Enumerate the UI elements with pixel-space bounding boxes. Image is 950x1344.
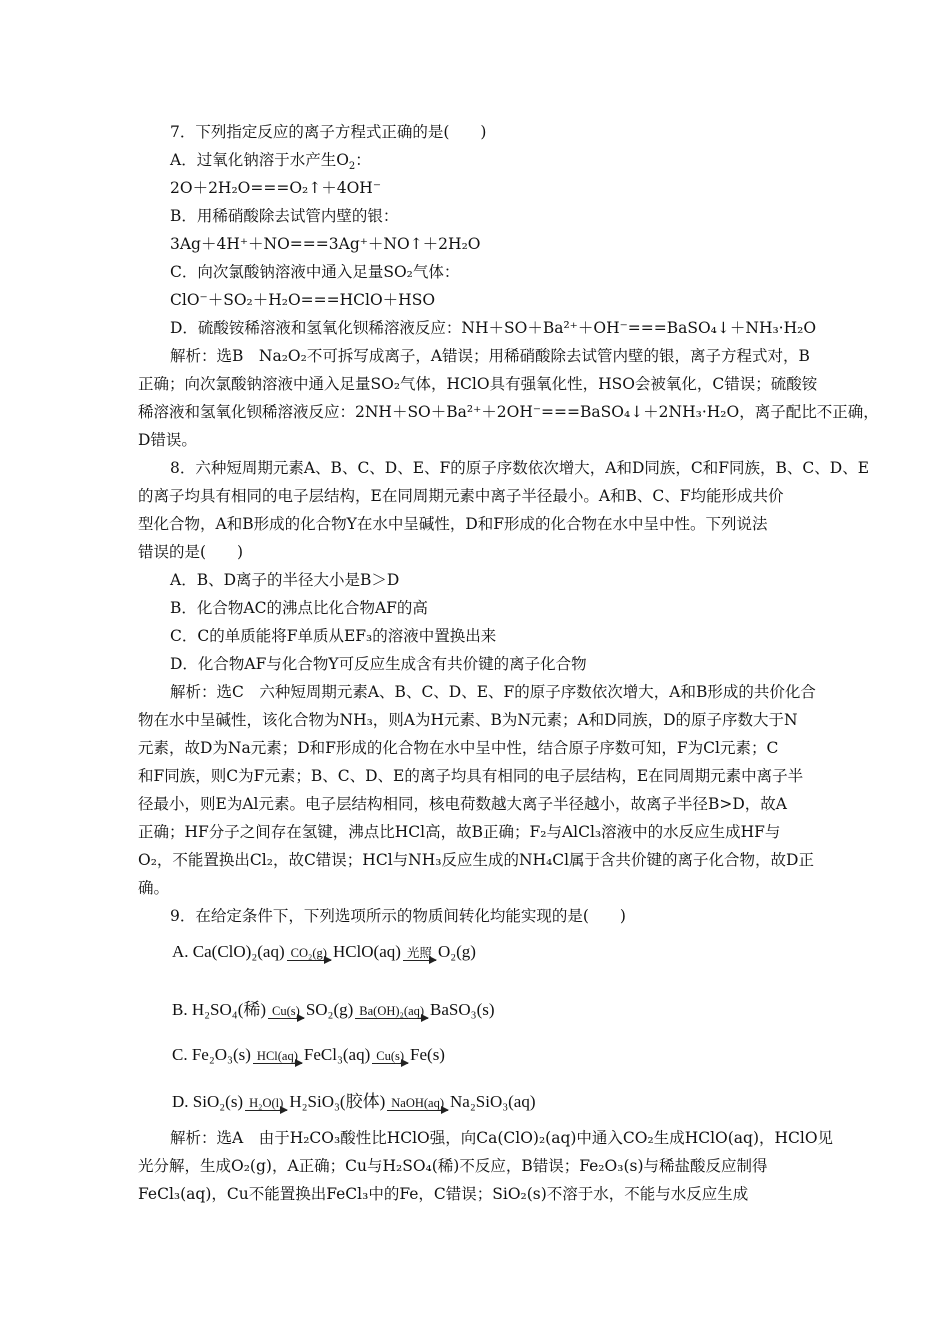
q9-b-start: B. H₂SO₄(稀) — [172, 1000, 267, 1019]
q7-option-b: B．用稀硝酸除去试管内壁的银： — [170, 207, 399, 225]
q7-answer-line-1: 解析：选B Na₂O₂不可拆写成离子，A错误；用稀硝酸除去试管内壁的银，离子方程式对，B — [170, 347, 810, 365]
q8-answer-line-5: 径最小，则E为Al元素。电子层结构相同，核电荷数越大离子半径越小，故离子半径B>D，故A — [138, 795, 787, 813]
right-arrow-icon — [287, 960, 331, 961]
q9-option-b-scheme — [172, 995, 495, 1025]
q8-answer-line-8: 确。 — [138, 879, 170, 897]
q9-a-arrow-2 — [403, 946, 436, 961]
q9-b-middle: SO₂(g) — [305, 1000, 354, 1019]
q9-answer-line-3: FeCl₃(aq)，Cu不能置换出FeCl₃中的Fe，C错误；SiO₂(s)不溶于水，不能与水反应生成 — [138, 1185, 749, 1203]
right-arrow-icon — [253, 1063, 302, 1064]
q7-answer-line-2: 正确；向次氯酸钠溶液中通入足量SO₂气体，HClO具有强氧化性，HSO会被氧化，C错误；硫酸铵 — [138, 375, 818, 393]
q9-b-arrow-2 — [355, 1004, 428, 1019]
q9-option-d-scheme — [172, 1087, 536, 1117]
q7-option-a: A．过氧化钠溶于水产生$O_2$： — [170, 151, 371, 173]
q9-d-end: Na₂SiO₃(aq) — [450, 1092, 536, 1111]
q9-a-condition-1: CO₂(g) — [290, 946, 327, 960]
q8-answer-line-3: 元素，故D为Na元素；D和F形成的化合物在水中呈中性，结合原子序数可知，F为Cl元素；C — [138, 739, 779, 757]
q7-option-c: C．向次氯酸钠溶液中通入足量SO₂气体： — [170, 263, 460, 281]
q9-c-arrow-1 — [253, 1049, 302, 1064]
q7-option-c-equation: ClO⁻＋SO₂＋H₂O===HClO＋HSO — [170, 291, 436, 309]
q9-c-end: Fe(s) — [410, 1045, 445, 1064]
right-arrow-icon — [403, 960, 436, 961]
q9-b-condition-2: Ba(OH)₂(aq) — [359, 1004, 425, 1018]
q7-option-b-equation: 3Ag＋4H⁺＋NO===3Ag⁺＋NO↑＋2H₂O — [170, 235, 481, 253]
q8-answer-line-4: 和F同族，则C为F元素；B、C、D、E的离子均具有相同的电子层结构，E在同周期元素中离子半 — [138, 767, 804, 785]
q8-answer-line-2: 物在水中呈碱性，该化合物为NH₃，则A为H元素、B为N元素；A和D同族，D的原子序数大于N — [138, 711, 798, 729]
q9-d-arrow-1 — [245, 1096, 287, 1111]
q8-option-d: D．化合物AF与化合物Y可反应生成含有共价键的离子化合物 — [170, 655, 587, 673]
q9-b-arrow-1 — [268, 1004, 304, 1019]
q9-c-condition-1: HCl(aq) — [256, 1049, 298, 1063]
q8-stem-line-4: 错误的是( ) — [138, 543, 244, 561]
q9-c-start: C. Fe₂O₃(s) — [172, 1045, 251, 1064]
q8-option-c: C．C的单质能将F单质从EF₃的溶液中置换出来 — [170, 627, 497, 645]
q9-b-condition-1: Cu(s) — [272, 1004, 300, 1018]
q8-option-a: A．B、D离子的半径大小是B＞D — [170, 571, 400, 589]
q9-a-condition-2: 光照 — [406, 946, 432, 960]
q9-d-condition-1: H₂O(l) — [249, 1096, 284, 1110]
right-arrow-icon — [268, 1018, 304, 1019]
q9-stem: 9．在给定条件下，下列选项所示的物质间转化均能实现的是( ) — [170, 907, 626, 925]
q9-c-middle: FeCl₃(aq) — [303, 1045, 371, 1064]
q7-option-a-equation: 2O＋2H₂O===O₂↑＋4OH⁻ — [170, 179, 382, 197]
right-arrow-icon — [245, 1110, 287, 1111]
right-arrow-icon — [387, 1110, 448, 1111]
q9-a-start: A. Ca(ClO)₂(aq) — [172, 942, 285, 961]
q9-c-arrow-2 — [372, 1049, 408, 1064]
q8-answer-line-6: 正确；HF分子之间存在氢键，沸点比HCl高，故B正确；F₂与AlCl₃溶液中的水反应生成HF与 — [138, 823, 781, 841]
q9-d-middle: H₂SiO₃(胶体) — [289, 1092, 386, 1111]
q9-answer-line-1: 解析：选A 由于H₂CO₃酸性比HClO强，向Ca(ClO)₂(aq)中通入CO₂生成HClO(aq)，HClO见 — [170, 1129, 834, 1147]
q9-a-end: O₂(g) — [437, 942, 476, 961]
q9-d-start: D. SiO₂(s) — [172, 1092, 244, 1111]
q9-d-arrow-2 — [387, 1096, 448, 1111]
q9-option-a-scheme — [172, 937, 476, 967]
q8-stem-line-1: 8．六种短周期元素A、B、C、D、E、F的原子序数依次增大，A和D同族，C和F同族，B、C、D、E — [170, 459, 870, 477]
q9-option-c-scheme — [172, 1040, 445, 1070]
right-arrow-icon — [372, 1063, 408, 1064]
q8-stem-line-3: 型化合物，A和B形成的化合物Y在水中呈碱性，D和F形成的化合物在水中呈中性。下列说法 — [138, 515, 768, 533]
q7-answer-line-3: 稀溶液和氢氧化钡稀溶液反应：2NH＋SO＋Ba²⁺＋2OH⁻===BaSO₄↓＋2NH₃·H₂O，离子配比不正确， — [138, 403, 879, 421]
q8-option-b: B．化合物AC的沸点比化合物AF的高 — [170, 599, 428, 617]
q9-a-middle: HClO(aq) — [332, 942, 401, 961]
q8-answer-line-1: 解析：选C 六种短周期元素A、B、C、D、E、F的原子序数依次增大，A和B形成的共价化合 — [170, 683, 816, 701]
q8-stem-line-2: 的离子均具有相同的电子层结构，E在同周期元素中离子半径最小。A和B、C、F均能形成共价 — [138, 487, 784, 505]
q7-answer-line-4: D错误。 — [138, 431, 197, 449]
q9-a-arrow-1 — [287, 946, 331, 961]
q9-c-condition-2: Cu(s) — [376, 1049, 405, 1063]
q7-stem: 7．下列指定反应的离子方程式正确的是( ) — [170, 123, 487, 141]
right-arrow-icon — [355, 1018, 428, 1019]
q9-b-end: BaSO₃(s) — [430, 1000, 495, 1019]
q7-option-d: D．硫酸铵稀溶液和氢氧化钡稀溶液反应：NH＋SO＋Ba²⁺＋OH⁻===BaSO₄↓＋NH₃·H₂O — [170, 319, 817, 337]
q8-answer-line-7: O₂，不能置换出Cl₂，故C错误；HCl与NH₃反应生成的NH₄Cl属于含共价键的离子化合物，故D正 — [138, 851, 814, 869]
q9-d-condition-2: NaOH(aq) — [391, 1096, 445, 1110]
q9-answer-line-2: 光分解，生成O₂(g)，A正确；Cu与H₂SO₄(稀)不反应，B错误；Fe₂O₃(s)与稀盐酸反应制得 — [138, 1157, 768, 1175]
